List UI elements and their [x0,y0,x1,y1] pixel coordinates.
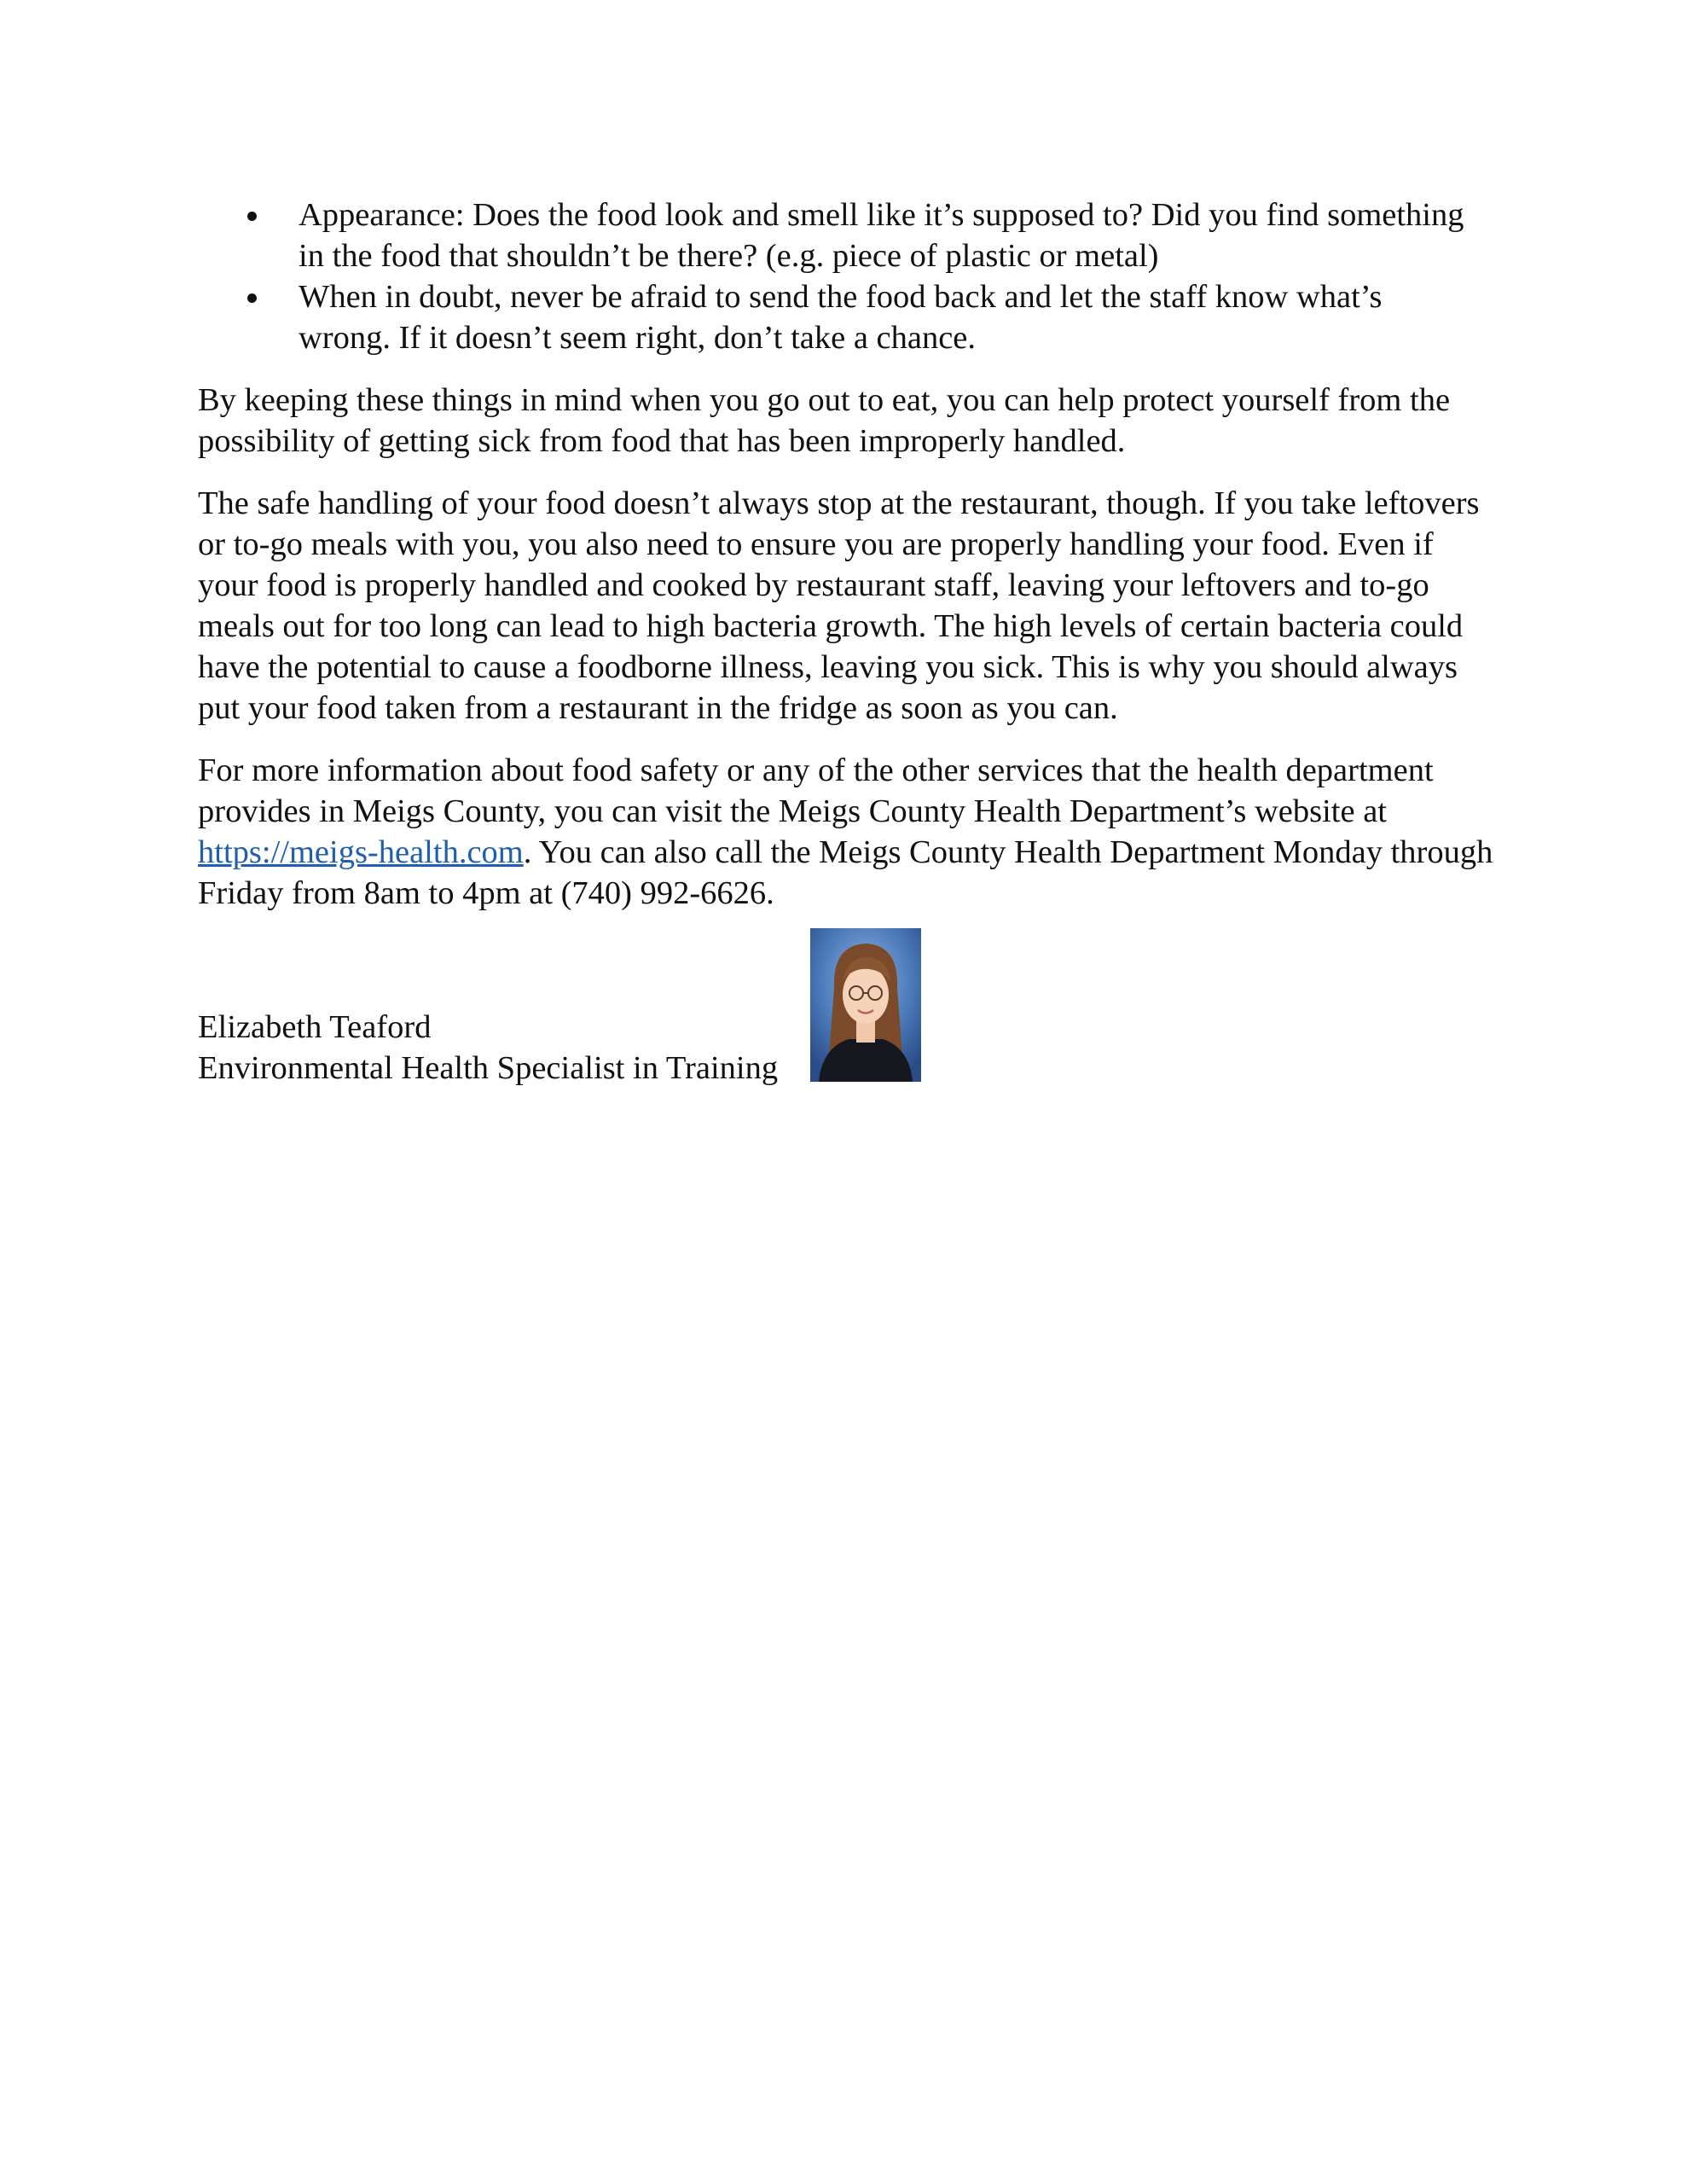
author-portrait-icon [810,928,921,1082]
document-body [198,195,1494,914]
website-link[interactable]: https://meigs-health.com [198,834,524,870]
paragraph-text-after-link: . You can also call the Meigs County Health Department Monday through Friday from 8am to 4pm at (740) 992-6626. [198,834,1493,911]
bullet-item-when-in-doubt [198,276,1494,358]
bullet-text-line1: When in doubt, never be afraid to send the food back and let the staff know what’s [299,279,1383,315]
paragraph-text-before-link: For more information about food safety or any of the other services that the health department provides in Meigs County, you can visit the Meigs County Health Department’s website at [198,752,1434,829]
bullet-item-appearance [198,195,1494,276]
paragraph-safe-handling: The safe handling of your food doesn’t always stop at the restaurant, though. If you take leftovers or to-go meals with you, you also need to ensure you are properly handling your food. Even if your food is properly handled and cooked by restaurant staff, leaving your leftovers and to-go meals out for too long can lead to high bacteria growth. The high levels of certain bacteria could have the potential to cause a foodborne illness, leaving you sick. This is why you should always put your food taken from a restaurant in the fridge as soon as you can. [198,485,1480,726]
bullet-list [198,195,1494,358]
bullet-icon [247,212,257,221]
bullet-text-line2: in the food that shouldn’t be there? (e.g. piece of plastic or metal) [299,238,1159,274]
bullet-text-line2: wrong. If it doesn’t seem right, don’t take a chance. [299,320,977,356]
signature-title: Environmental Health Specialist in Training [198,1050,779,1086]
paragraph-more-information [198,750,1494,914]
signature-block [198,1007,778,1089]
signature-name: Elizabeth Teaford [198,1009,432,1045]
author-photo [810,928,921,1082]
bullet-text-line1: Appearance: Does the food look and smell like it’s supposed to? Did you find something [299,197,1464,233]
bullet-icon [247,293,257,303]
paragraph-keeping-in-mind: By keeping these things in mind when you go out to eat, you can help protect yourself from the possibility of getting sick from food that has been improperly handled. [198,382,1451,459]
